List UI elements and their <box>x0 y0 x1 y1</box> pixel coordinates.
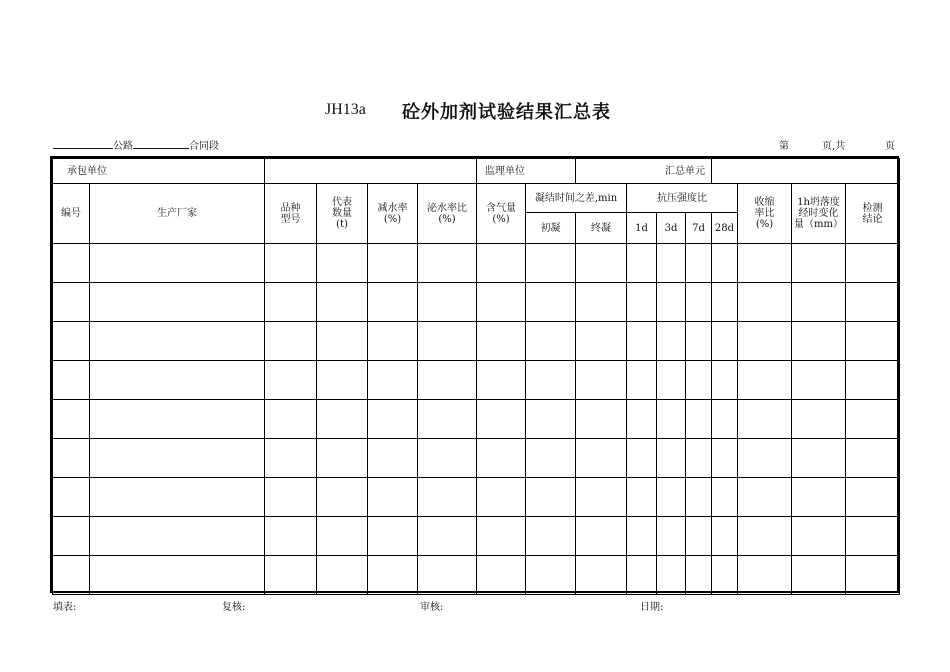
table-cell[interactable] <box>576 517 627 556</box>
table-cell[interactable] <box>317 478 368 517</box>
table-cell[interactable] <box>686 439 712 478</box>
table-cell[interactable] <box>265 478 317 517</box>
table-cell[interactable] <box>627 244 657 283</box>
table-cell[interactable] <box>317 244 368 283</box>
table-cell[interactable] <box>657 478 686 517</box>
table-cell[interactable] <box>526 556 576 595</box>
table-row <box>53 517 900 556</box>
table-row <box>53 556 900 595</box>
table-cell[interactable] <box>368 283 418 322</box>
table-cell[interactable] <box>738 283 792 322</box>
summary-table-frame <box>50 156 899 593</box>
col-3d: 3d <box>657 213 686 244</box>
table-cell[interactable] <box>738 322 792 361</box>
col-initial: 初凝 <box>526 213 576 244</box>
header-row-1 <box>53 184 900 213</box>
section-label: 合同段 <box>189 141 219 152</box>
table-cell[interactable] <box>368 439 418 478</box>
table-cell[interactable] <box>477 556 526 595</box>
table-cell[interactable] <box>792 322 846 361</box>
col-strength: 抗压强度比 <box>627 184 738 213</box>
table-cell[interactable] <box>526 322 576 361</box>
table-cell[interactable] <box>90 478 265 517</box>
table-cell[interactable] <box>686 400 712 439</box>
summary-table <box>52 158 900 595</box>
table-cell[interactable] <box>576 244 627 283</box>
table-cell[interactable] <box>53 478 90 517</box>
table-cell[interactable] <box>738 556 792 595</box>
contractor-value[interactable] <box>265 159 477 184</box>
table-cell[interactable] <box>526 361 576 400</box>
col-7d: 7d <box>686 213 712 244</box>
col-28d: 28d <box>712 213 738 244</box>
table-cell[interactable] <box>792 244 846 283</box>
table-cell[interactable] <box>477 361 526 400</box>
info-row <box>53 159 900 184</box>
table-cell[interactable] <box>477 244 526 283</box>
table-row <box>53 322 900 361</box>
table-cell[interactable] <box>792 283 846 322</box>
table-cell[interactable] <box>576 283 627 322</box>
table-cell[interactable] <box>90 244 265 283</box>
col-manufacturer: 生产厂家 <box>90 184 265 244</box>
table-cell[interactable] <box>265 439 317 478</box>
table-cell[interactable] <box>657 556 686 595</box>
table-cell[interactable] <box>526 478 576 517</box>
table-cell[interactable] <box>627 556 657 595</box>
table-cell[interactable] <box>627 478 657 517</box>
table-cell[interactable] <box>53 244 90 283</box>
col-air: 含气量 (%) <box>477 184 526 244</box>
table-cell[interactable] <box>368 556 418 595</box>
table-cell[interactable] <box>317 322 368 361</box>
table-cell[interactable] <box>477 517 526 556</box>
table-cell[interactable] <box>846 478 900 517</box>
table-cell[interactable] <box>418 361 477 400</box>
supervisor-label: 监理单位 <box>477 159 576 184</box>
table-cell[interactable] <box>418 322 477 361</box>
table-cell[interactable] <box>53 517 90 556</box>
table-cell[interactable] <box>53 322 90 361</box>
page-title: 砼外加剂试验结果汇总表 <box>402 102 611 123</box>
section-blank[interactable] <box>133 139 189 149</box>
table-cell[interactable] <box>846 244 900 283</box>
table-cell[interactable] <box>627 361 657 400</box>
table-cell[interactable] <box>657 244 686 283</box>
table-cell[interactable] <box>265 517 317 556</box>
table-cell[interactable] <box>627 439 657 478</box>
table-cell[interactable] <box>738 478 792 517</box>
table-cell[interactable] <box>368 478 418 517</box>
table-cell[interactable] <box>90 283 265 322</box>
col-shrink: 收缩 率比 (%) <box>738 184 792 244</box>
table-cell[interactable] <box>686 361 712 400</box>
table-cell[interactable] <box>686 283 712 322</box>
form-code: JH13a <box>325 101 366 118</box>
table-cell[interactable] <box>53 361 90 400</box>
table-cell[interactable] <box>477 283 526 322</box>
col-no: 编号 <box>53 184 90 244</box>
table-cell[interactable] <box>712 400 738 439</box>
table-cell[interactable] <box>657 400 686 439</box>
table-cell[interactable] <box>738 439 792 478</box>
page-total: 页,共 <box>822 141 846 152</box>
table-cell[interactable] <box>846 556 900 595</box>
table-cell[interactable] <box>792 478 846 517</box>
table-cell[interactable] <box>265 322 317 361</box>
table-cell[interactable] <box>418 244 477 283</box>
table-cell[interactable] <box>526 400 576 439</box>
table-cell[interactable] <box>657 517 686 556</box>
table-cell[interactable] <box>265 400 317 439</box>
table-cell[interactable] <box>576 322 627 361</box>
table-cell[interactable] <box>418 478 477 517</box>
table-cell[interactable] <box>53 439 90 478</box>
page-ye: 页 <box>885 141 895 152</box>
table-cell[interactable] <box>526 439 576 478</box>
col-final: 终凝 <box>576 213 627 244</box>
table-row <box>53 478 900 517</box>
table-cell[interactable] <box>738 244 792 283</box>
table-cell[interactable] <box>712 283 738 322</box>
table-cell[interactable] <box>846 439 900 478</box>
table-cell[interactable] <box>53 283 90 322</box>
project-line <box>53 137 219 152</box>
table-cell[interactable] <box>686 478 712 517</box>
table-cell[interactable] <box>846 361 900 400</box>
table-cell[interactable] <box>418 439 477 478</box>
col-1d: 1d <box>627 213 657 244</box>
table-row <box>53 361 900 400</box>
col-quantity: 代表 数量 (t) <box>317 184 368 244</box>
table-cell[interactable] <box>368 244 418 283</box>
table-cell[interactable] <box>686 322 712 361</box>
table-cell[interactable] <box>90 517 265 556</box>
table-cell[interactable] <box>418 517 477 556</box>
table-cell[interactable] <box>627 400 657 439</box>
table-cell[interactable] <box>477 322 526 361</box>
col-slump: 1h坍落度 经时变化 量（mm） <box>792 184 846 244</box>
table-cell[interactable] <box>317 361 368 400</box>
col-setting: 凝结时间之差,min <box>526 184 627 213</box>
table-cell[interactable] <box>846 283 900 322</box>
table-cell[interactable] <box>265 283 317 322</box>
table-cell[interactable] <box>686 517 712 556</box>
table-cell[interactable] <box>627 517 657 556</box>
table-cell[interactable] <box>368 361 418 400</box>
table-cell[interactable] <box>686 556 712 595</box>
col-water-reduction: 减水率 (%) <box>368 184 418 244</box>
data-body <box>53 244 900 595</box>
table-cell[interactable] <box>265 361 317 400</box>
table-cell[interactable] <box>526 244 576 283</box>
table-cell[interactable] <box>738 517 792 556</box>
table-cell[interactable] <box>576 556 627 595</box>
table-cell[interactable] <box>90 361 265 400</box>
table-cell[interactable] <box>576 361 627 400</box>
table-cell[interactable] <box>712 478 738 517</box>
table-cell[interactable] <box>846 322 900 361</box>
table-row <box>53 439 900 478</box>
table-cell[interactable] <box>526 517 576 556</box>
table-cell[interactable] <box>657 361 686 400</box>
table-cell[interactable] <box>792 556 846 595</box>
table-cell[interactable] <box>792 400 846 439</box>
table-cell[interactable] <box>53 556 90 595</box>
table-cell[interactable] <box>477 400 526 439</box>
table-cell[interactable] <box>846 517 900 556</box>
table-cell[interactable] <box>90 400 265 439</box>
table-cell[interactable] <box>418 556 477 595</box>
table-cell[interactable] <box>317 283 368 322</box>
table-cell[interactable] <box>368 322 418 361</box>
road-blank[interactable] <box>53 139 113 149</box>
table-cell[interactable] <box>317 439 368 478</box>
table-cell[interactable] <box>317 517 368 556</box>
table-cell[interactable] <box>265 556 317 595</box>
summary-unit-label: 汇总单元 <box>576 159 712 184</box>
table-cell[interactable] <box>792 517 846 556</box>
table-cell[interactable] <box>712 361 738 400</box>
footer-fill: 填表: <box>53 602 77 613</box>
table-cell[interactable] <box>686 244 712 283</box>
table-cell[interactable] <box>846 400 900 439</box>
table-cell[interactable] <box>576 439 627 478</box>
col-bleeding: 泌水率比 (%) <box>418 184 477 244</box>
table-cell[interactable] <box>368 517 418 556</box>
table-cell[interactable] <box>792 439 846 478</box>
table-cell[interactable] <box>265 244 317 283</box>
table-cell[interactable] <box>657 283 686 322</box>
table-cell[interactable] <box>627 283 657 322</box>
table-cell[interactable] <box>317 400 368 439</box>
table-cell[interactable] <box>90 322 265 361</box>
table-row <box>53 400 900 439</box>
table-cell[interactable] <box>576 400 627 439</box>
table-cell[interactable] <box>576 478 627 517</box>
table-cell[interactable] <box>90 556 265 595</box>
table-cell[interactable] <box>368 400 418 439</box>
table-cell[interactable] <box>712 244 738 283</box>
table-row <box>53 244 900 283</box>
table-row <box>53 283 900 322</box>
table-cell[interactable] <box>712 439 738 478</box>
summary-unit-value[interactable] <box>712 159 900 184</box>
table-cell[interactable] <box>90 439 265 478</box>
footer-audit: 审核: <box>420 602 444 613</box>
table-cell[interactable] <box>526 283 576 322</box>
table-cell[interactable] <box>738 361 792 400</box>
contractor-label: 承包单位 <box>53 159 265 184</box>
table-cell[interactable] <box>477 439 526 478</box>
table-cell[interactable] <box>477 478 526 517</box>
table-cell[interactable] <box>738 400 792 439</box>
table-cell[interactable] <box>712 517 738 556</box>
table-cell[interactable] <box>712 322 738 361</box>
footer-date: 日期: <box>640 602 664 613</box>
footer-review: 复核: <box>222 602 246 613</box>
table-cell[interactable] <box>657 439 686 478</box>
road-label: 公路 <box>113 141 133 152</box>
table-cell[interactable] <box>418 400 477 439</box>
table-cell[interactable] <box>53 400 90 439</box>
table-cell[interactable] <box>317 556 368 595</box>
table-cell[interactable] <box>657 322 686 361</box>
col-conclusion: 检测 结论 <box>846 184 900 244</box>
table-cell[interactable] <box>712 556 738 595</box>
table-cell[interactable] <box>627 322 657 361</box>
col-variety: 品种 型号 <box>265 184 317 244</box>
table-cell[interactable] <box>792 361 846 400</box>
table-cell[interactable] <box>418 283 477 322</box>
page-di: 第 <box>779 141 789 152</box>
